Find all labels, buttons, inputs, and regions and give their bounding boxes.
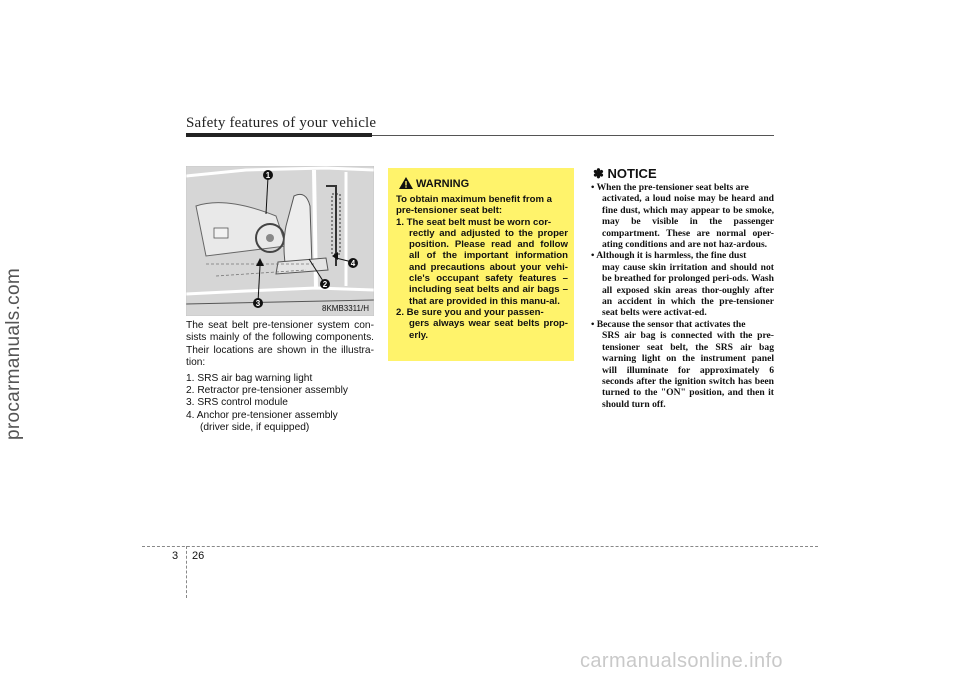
list-item-text: 1. SRS air bag warning light bbox=[186, 372, 313, 384]
bottom-watermark: carmanualsonline.info bbox=[580, 650, 783, 672]
components-description bbox=[186, 320, 374, 435]
warning-triangle-icon bbox=[398, 176, 414, 190]
pretensioner-illustration bbox=[186, 166, 374, 316]
list-item bbox=[186, 385, 374, 397]
callout-2-label: 2 bbox=[322, 280, 328, 289]
warning-item-1-first: 1. The seat belt must be worn cor- bbox=[396, 216, 552, 228]
warning-text bbox=[396, 194, 568, 341]
notice-bullet bbox=[591, 250, 774, 318]
notice-bullet-first: • Although it is harmless, the fine dust bbox=[591, 250, 747, 262]
page-header-title: Safety features of your vehicle bbox=[186, 115, 377, 131]
notice-bullet-cont: activated, a loud noise may be heard and fine dust, which may appear to be smoke, may be visible in the passenger compartment. These are normal oper-ating conditions and are not haz-ardous. bbox=[602, 193, 774, 251]
callout-3-label: 3 bbox=[255, 299, 261, 308]
list-item bbox=[186, 373, 374, 385]
warning-item-2-cont: gers always wear seat belts prop-erly. bbox=[409, 318, 568, 341]
list-item-text: 4. Anchor pre-tensioner assembly bbox=[186, 409, 338, 421]
chapter-number: 3 bbox=[172, 550, 179, 562]
warning-item-1-cont: rectly and adjusted to the proper position. Please read and follow all of the important information and precautions about your vehi-cle's occupant safety features – including seat belts and air bags – that are provided in this manu-al. bbox=[409, 227, 568, 307]
header-rule bbox=[372, 135, 774, 136]
list-item bbox=[186, 397, 374, 409]
list-item-continuation: (driver side, if equipped) bbox=[200, 422, 310, 434]
notice-bullet-first: • When the pre-tensioner seat belts are bbox=[591, 182, 749, 193]
components-intro: The seat belt pre-tensioner system con-sists mainly of the following components. Their locations are shown in the illustra-tion: bbox=[186, 320, 374, 369]
notice-bullet-cont: may cause skin irritation and should not be breathed for prolonged peri-ods. Wash all exposed skin areas thor-oughly after an accident in which the pre-tensioner seat belts were activat-ed. bbox=[602, 261, 774, 319]
warning-intro: To obtain maximum benefit from a pre-tensioner seat belt: bbox=[396, 194, 553, 217]
header-bar bbox=[186, 133, 372, 137]
callout-2 bbox=[320, 279, 330, 289]
callout-3 bbox=[253, 298, 263, 308]
list-item-text: 2. Retractor pre-tensioner assembly bbox=[186, 385, 348, 397]
warning-title: WARNING bbox=[416, 178, 470, 190]
side-watermark: procarmanuals.com bbox=[3, 268, 24, 440]
notice-bullet-cont: SRS air bag is connected with the pre-tensioner seat belt, the SRS air bag warning light on the instrument panel will illuminate for approximately 6 seconds after the ignition switch has been turned to the "ON" position, and then it should turn off. bbox=[602, 330, 774, 410]
list-item-text: 3. SRS control module bbox=[186, 397, 288, 409]
notice-bullet bbox=[591, 319, 774, 410]
callout-4-label: 4 bbox=[350, 259, 356, 268]
warning-item-2 bbox=[396, 307, 568, 341]
warning-item-1 bbox=[396, 217, 568, 307]
notice-title: ✽ NOTICE bbox=[593, 166, 657, 181]
illustration-code: 8KMB3311/H bbox=[322, 304, 369, 313]
callout-1 bbox=[263, 170, 273, 180]
callout-1-label: 1 bbox=[265, 171, 271, 180]
notice-bullet bbox=[591, 182, 774, 250]
notice-bullet-first: • Because the sensor that activates the bbox=[591, 318, 746, 330]
callout-4 bbox=[348, 258, 358, 268]
components-list bbox=[186, 373, 374, 435]
warning-item-2-first: 2. Be sure you and your passen- bbox=[396, 306, 544, 318]
notice-text bbox=[591, 182, 774, 410]
list-item bbox=[186, 410, 374, 435]
footer-rule bbox=[142, 546, 818, 547]
footer-divider bbox=[186, 546, 187, 598]
warning-box bbox=[388, 168, 574, 361]
page-number: 26 bbox=[192, 550, 205, 562]
